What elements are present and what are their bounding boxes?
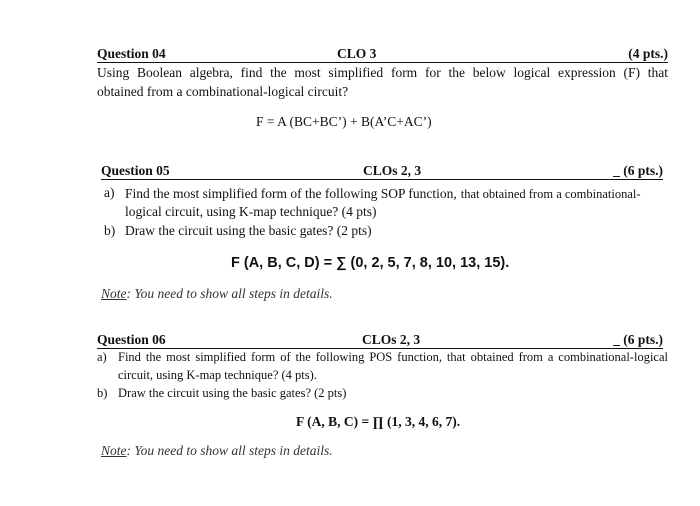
q06-note-text: : You need to show all steps in details. (126, 443, 333, 458)
q04-question-label: Question 04 (97, 46, 166, 61)
q06-header (97, 332, 663, 349)
q06-question-label: Question 06 (97, 332, 166, 347)
q06-part-b-text: Draw the circuit using the basic gates? (2 pts) (118, 386, 347, 400)
q05-part-a-line1-small: that obtained from a combinational- (460, 187, 641, 201)
q06-part-a-line2: circuit, using K-map technique? (4 pts). (118, 368, 317, 382)
q05-part-b-marker: b) (104, 223, 116, 238)
q06-note-label: Note (101, 443, 127, 458)
q06-part-a-marker: a) (97, 350, 107, 364)
q05-question-label: Question 05 (101, 163, 170, 178)
q05-part-b-text: Draw the circuit using the basic gates? (2 pts) (125, 223, 372, 238)
q06-part-b-marker: b) (97, 386, 108, 400)
q05-points: _ (6 pts.) (613, 163, 663, 178)
q05-part-a-marker: a) (104, 185, 115, 200)
q04-formula: F = A (BC+BC’) + B(A’C+AC’) (256, 114, 432, 129)
q04-clo-label: CLO 3 (337, 46, 377, 61)
q05-part-a-line1-main: Find the most simplified form of the following SOP function, (125, 186, 457, 201)
q05-clo-label: CLOs 2, 3 (363, 163, 422, 178)
q06-note (101, 443, 333, 459)
q06-points: _ (6 pts.) (613, 332, 663, 347)
q04-text-line1: Using Boolean algebra, find the most simplified form for the below logical expression (F) that (97, 65, 668, 80)
q05-note-label: Note (101, 286, 127, 301)
q06-formula: F (A, B, C) = ∏ (1, 3, 4, 6, 7). (296, 414, 461, 429)
q06-part-a-line1: Find the most simplified form of the following POS function, that obtained from a combinational-logical (118, 350, 668, 364)
q05-part-a-line2: logical circuit, using K-map technique? (4 pts) (125, 204, 377, 219)
q05-part-a-line1 (125, 185, 641, 203)
q06-clo-label: CLOs 2, 3 (362, 332, 421, 347)
q04-points: (4 pts.) (628, 46, 668, 61)
q05-header (101, 163, 663, 180)
q05-formula: F (A, B, C, D) = ∑ (0, 2, 5, 7, 8, 10, 13, 15). (231, 255, 510, 271)
q05-note (101, 286, 333, 302)
q04-text-line2: obtained from a combinational-logical circuit? (97, 84, 349, 99)
q05-note-text: : You need to show all steps in details. (126, 286, 333, 301)
q04-header (97, 46, 668, 63)
